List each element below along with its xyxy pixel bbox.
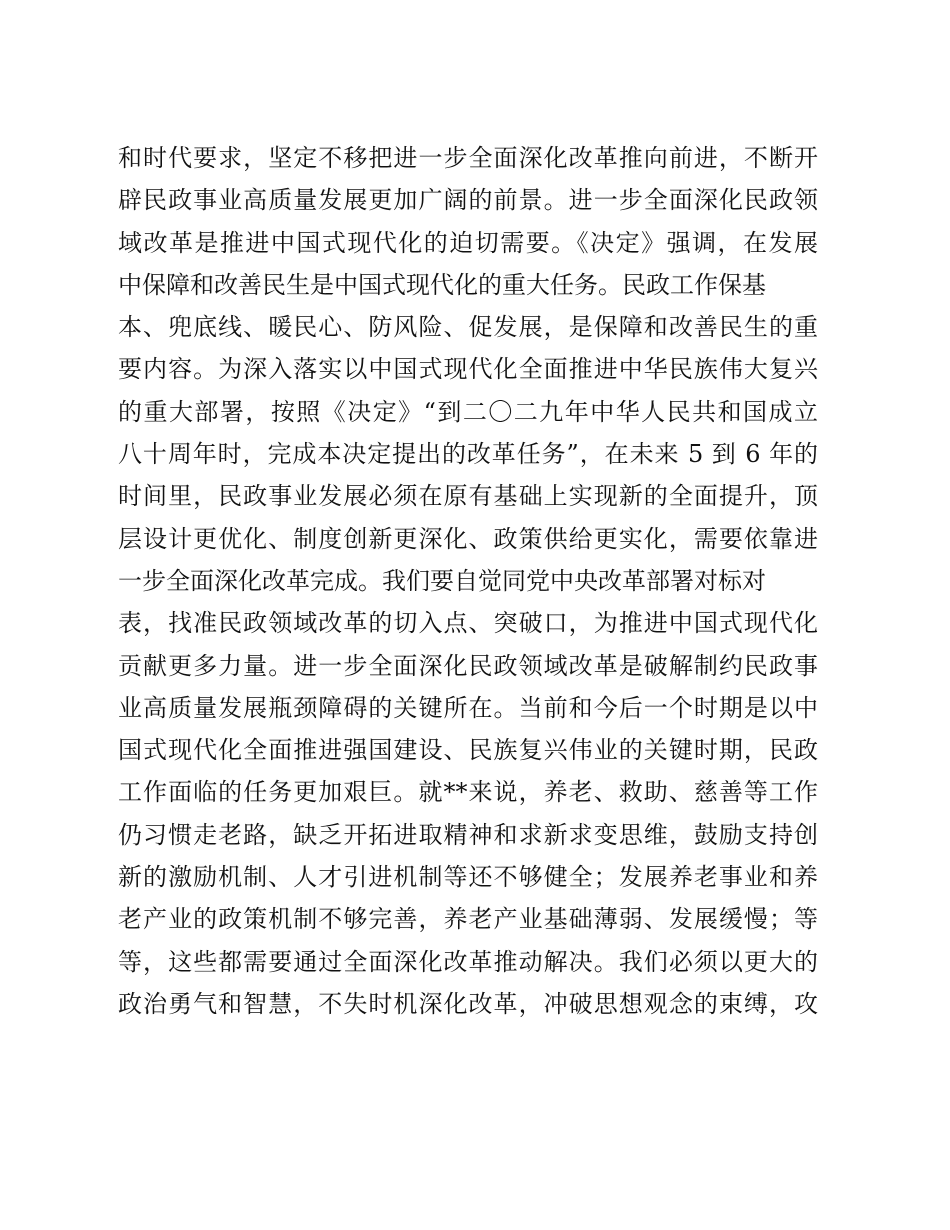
- text-line: 本、兜底线、暖民心、防风险、促发展，是保障和改善民生的重: [118, 313, 818, 342]
- text-line: 表，找准民政领域改革的切入点、突破口，为推进中国式现代化: [118, 609, 818, 638]
- text-line: 和时代要求，坚定不移把进一步全面深化改革推向前进，不断开: [118, 144, 818, 172]
- text-line: 的重大部署，按照《决定》“到二〇二九年中华人民共和国成立: [118, 397, 818, 426]
- text-line: 八十周年时，完成本决定提出的改革任务”，在未来 5 到 6 年的: [118, 440, 818, 469]
- text-line: 时间里，民政事业发展必须在原有基础上实现新的全面提升，顶: [118, 482, 818, 511]
- body-paragraph: [118, 137, 818, 1025]
- text-line: 贡献更多力量。进一步全面深化民政领域改革是破解制约民政事: [118, 651, 818, 680]
- text-line: 业高质量发展瓶颈障碍的关键所在。当前和今后一个时期是以中: [118, 693, 818, 722]
- text-line: 仍习惯走老路，缺乏开拓进取精神和求新求变思维，鼓励支持创: [118, 820, 818, 849]
- text-line: 一步全面深化改革完成。我们要自觉同党中央改革部署对标对: [118, 566, 766, 595]
- text-line: 层设计更优化、制度创新更深化、政策供给更实化，需要依靠进: [118, 524, 818, 553]
- text-line: 工作面临的任务更加艰巨。就**来说，养老、救助、慈善等工作: [118, 778, 818, 807]
- text-line: 国式现代化全面推进强国建设、民族复兴伟业的关键时期，民政: [118, 736, 818, 765]
- text-line: 新的激励机制、人才引进机制等还不够健全；发展养老事业和养: [118, 863, 818, 892]
- text-line: 辟民政事业高质量发展更加广阔的前景。进一步全面深化民政领: [118, 186, 818, 215]
- text-line: 等，这些都需要通过全面深化改革推动解决。我们必须以更大的: [118, 947, 818, 976]
- text-line: 域改革是推进中国式现代化的迫切需要。《决定》强调，在发展: [118, 228, 818, 257]
- text-line: 中保障和改善民生是中国式现代化的重大任务。民政工作保基: [118, 270, 766, 299]
- text-line: 要内容。为深入落实以中国式现代化全面推进中华民族伟大复兴: [118, 355, 818, 384]
- text-line: 老产业的政策机制不够完善，养老产业基础薄弱、发展缓慢；等: [118, 905, 818, 934]
- text-line: 政治勇气和智慧，不失时机深化改革，冲破思想观念的束缚，攻: [118, 989, 818, 1018]
